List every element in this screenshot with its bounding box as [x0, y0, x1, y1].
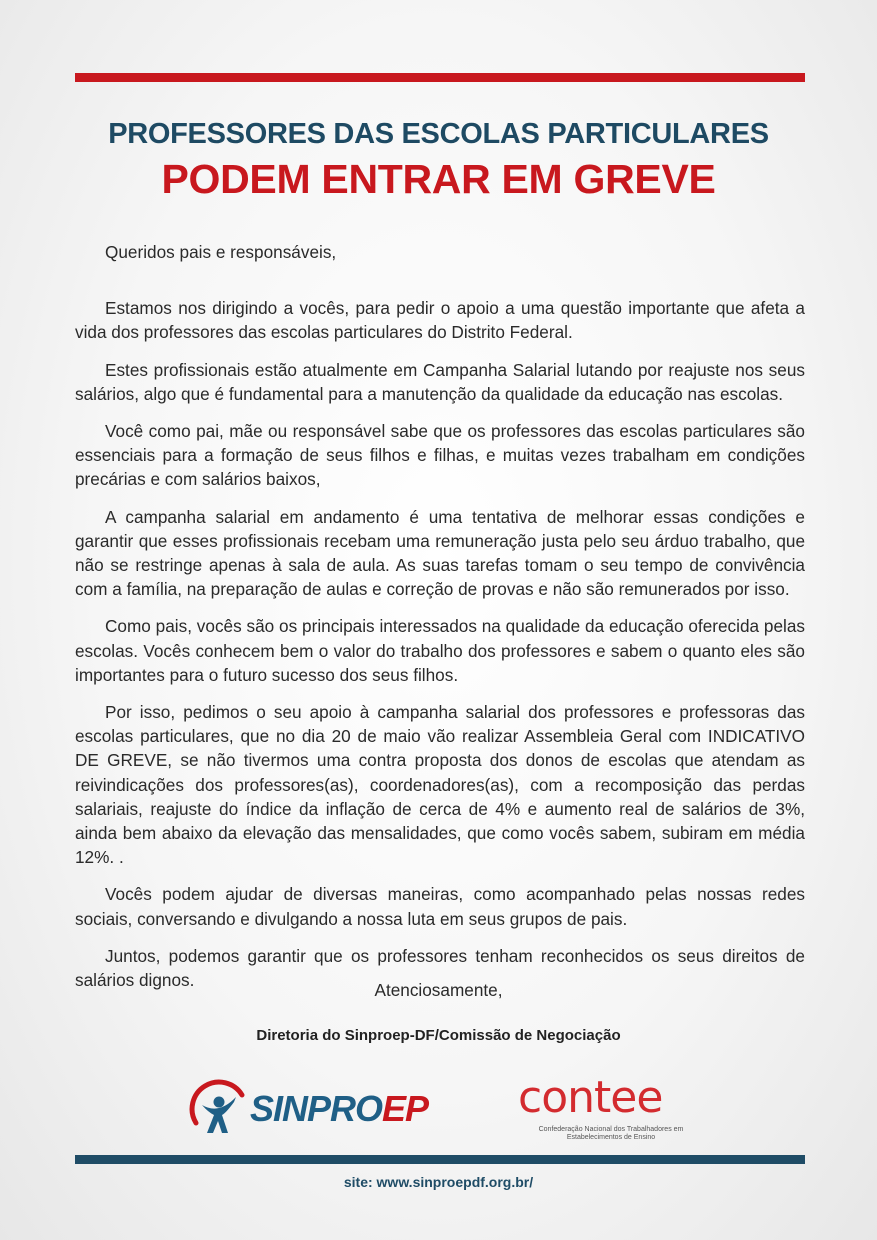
- paragraph: Vocês podem ajudar de diversas maneiras, como acompanhado pelas nossas redes sociais, conversando e divulgando a nossa luta em seus grupos de pais.: [75, 884, 805, 929]
- paragraph: Estamos nos dirigindo a vocês, para pedir o apoio a uma questão importante que afeta a vida dos professores das escolas particulares do Distrito Federal.: [75, 298, 805, 343]
- headline-line2: PODEM ENTRAR EM GREVE: [161, 156, 716, 202]
- contee-logo: [518, 1072, 684, 1148]
- site-url: site: www.sinproepdf.org.br/: [343, 1174, 534, 1190]
- paragraph: Você como pai, mãe ou responsável sabe que os professores das escolas particulares são essenciais para a formação de seus filhos e filhas, e muitas vezes trabalham em condições precárias e com salários baixos,: [75, 421, 805, 490]
- contee-wordmark: contee: [518, 1072, 663, 1123]
- closing: Atenciosamente,: [374, 980, 503, 1000]
- paragraph: Juntos, podemos garantir que os professores tenham reconhecidos os seus direitos de salários dignos.: [75, 945, 805, 991]
- paragraph: Por isso, pedimos o seu apoio à campanha salarial dos professores e professoras das escolas particulares, que no dia 20 de maio vão realizar Assembleia Geral com INDICATIVO DE GREVE, se não tivermos uma contra proposta dos donos de escolas que atendam as reivindicações dos professores(as), coordenadores(as), com a recomposição das perdas salariais, reajuste do índice da inflação de cerca de 4% e aumento real de salários de 3%, ainda bem abaixo da elevação das mensalidades, que como vocês sabem, subiram em média 12%. .: [75, 702, 805, 868]
- sinproep-logo: [188, 1075, 438, 1145]
- sinproep-wordmark: SINPROEP: [250, 1088, 429, 1129]
- paragraph: A campanha salarial em andamento é uma tentativa de melhorar essas condições e garantir que esses profissionais recebam uma remuneração justa pelo seu árduo trabalho, que não se restringe apenas à sala de aula. As suas tarefas tomam o seu tempo de convivência com a família, na preparação de aulas e correção de provas e não são remunerados por isso.: [75, 506, 805, 600]
- paragraph: Como pais, vocês são os principais interessados na qualidade da educação oferecida pelas escolas. Vocês conhecem bem o valor do trabalho dos professores e sabem o quanto eles são importantes para o futuro sucesso dos seus filhos.: [75, 616, 805, 685]
- bottom-navy-rule: [75, 1155, 805, 1164]
- top-red-rule: [75, 73, 805, 82]
- letter-body: [75, 240, 805, 1005]
- paragraph: Estes profissionais estão atualmente em Campanha Salarial lutando por reajuste nos seus salários, algo que é fundamental para a manutenção da qualidade da educação nas escolas.: [75, 359, 805, 404]
- contee-tagline: Confederação Nacional dos Trabalhadores em Estabelecimentos de Ensino: [538, 1126, 684, 1141]
- headline-line1: PROFESSORES DAS ESCOLAS PARTICULARES: [108, 118, 769, 150]
- person-figure-icon: [188, 1075, 250, 1145]
- signature: Diretoria do Sinproep-DF/Comissão de Negociação: [256, 1027, 621, 1044]
- salutation: Queridos pais e responsáveis,: [105, 242, 337, 262]
